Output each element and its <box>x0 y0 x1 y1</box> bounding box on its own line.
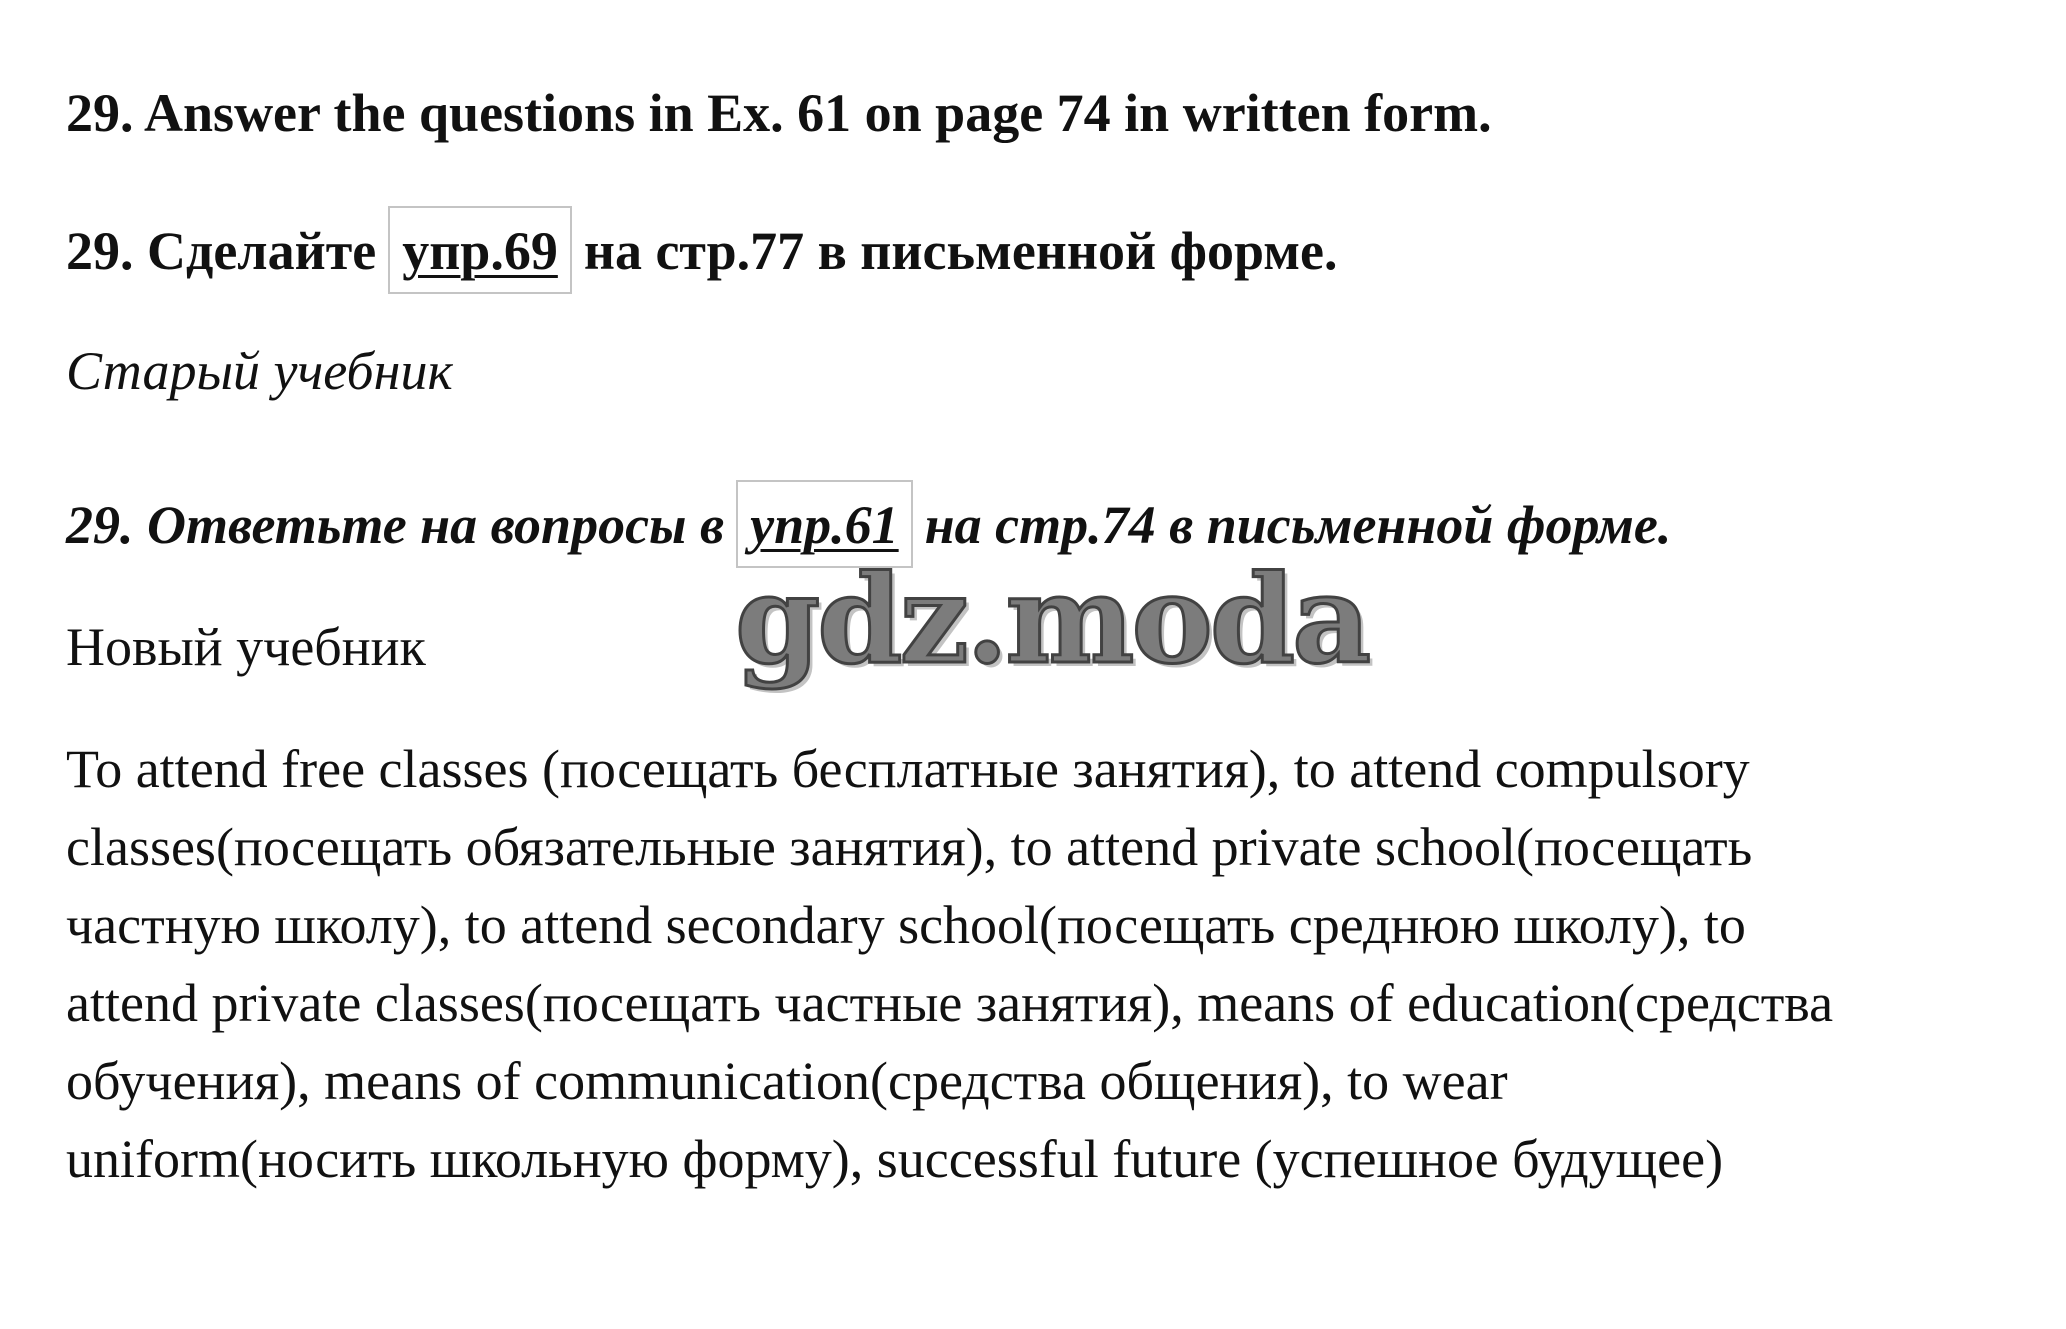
task-english <box>66 83 1492 143</box>
answer-line: обучения), means of communication(средства общения), to wear <box>66 1051 1508 1111</box>
answer-line: частную школу), to attend secondary school(посещать среднюю школу), to <box>66 895 1746 955</box>
new-textbook-label: Новый учебник <box>66 617 426 677</box>
task-russian-new <box>66 206 1337 294</box>
answer-line: attend private classes(посещать частные занятия), means of education(средства <box>66 973 1834 1033</box>
task-russian-old-suffix: на стр.74 в письменной форме. <box>924 495 1672 555</box>
watermark-logo: gdz.moda <box>735 547 1369 691</box>
exercise-61-link[interactable]: упр.61 <box>736 480 913 568</box>
answer-line: uniform(носить школьную форму), successful future (успешное будущее) <box>66 1129 1724 1189</box>
answer-line: To attend free classes (посещать бесплатные занятия), to attend compulsory <box>66 739 1750 799</box>
exercise-69-link[interactable]: упр.69 <box>388 206 572 294</box>
answer-line: classes(посещать обязательные занятия), to attend private school(посещать <box>66 817 1753 877</box>
old-textbook-label: Старый учебник <box>66 341 453 401</box>
answer-text <box>66 730 2026 1198</box>
task-russian-old-prefix: 29. Ответьте на вопросы в <box>66 495 725 555</box>
task-russian-new-prefix: 29. Сделайте <box>66 221 377 281</box>
task-english-text: 29. Answer the questions in Ex. 61 on page 74 in written form. <box>66 83 1492 143</box>
task-russian-new-suffix: на стр.77 в письменной форме. <box>583 221 1338 281</box>
